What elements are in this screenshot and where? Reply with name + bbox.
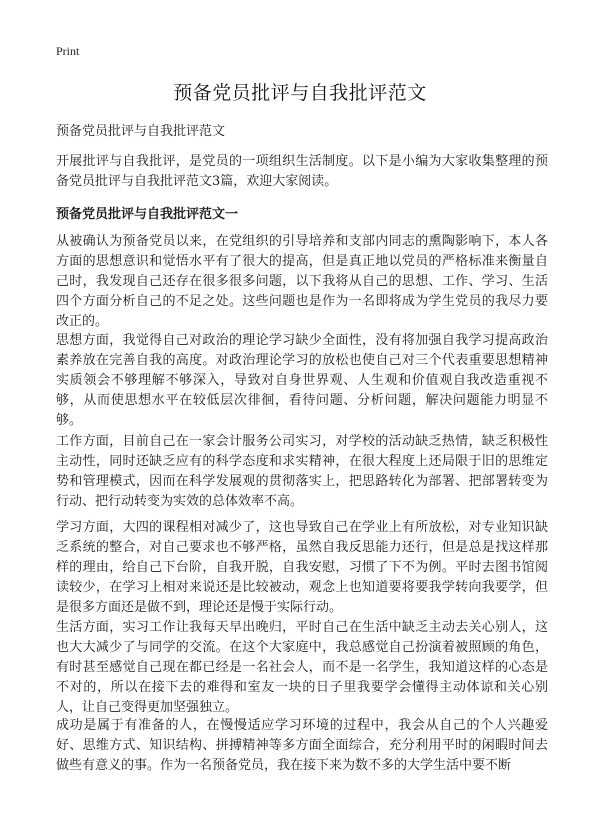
body-paragraph: 从被确认为预备党员以来，在党组织的引导培养和支部内同志的熏陶影响下，本人各方面的思想意识和觉悟水平有了很大的提高，但是真正地以党员的严格标准来衡量自己时，我发现自己还存在很多很多问题，以下我将从自己的思想、工作、学习、生活四个方面分析自己的不足之处。这些问题也是作为一名即将成为学生党员的我尽力要改正的。 xyxy=(56,234,548,329)
document-subtitle: 预备党员批评与自我批评范文 xyxy=(56,124,226,139)
body-paragraph: 生活方面，实习工作让我每天早出晚归，平时自己在生活中缺乏主动去关心别人，这也大大减少了与同学的交流。在这个大家庭中，我总感觉自己扮演着被照顾的角色，有时甚至感觉自己现在都已经是一名社会人，而不是一名学生，我知道这样的心态是不对的，所以在接下去的难得和室友一块的日子里我要学会懂得主动体谅和关心别人，让自己变得更加坚强独立。 xyxy=(56,620,548,715)
section-heading: 预备党员批评与自我批评范文一 xyxy=(56,207,239,222)
body-paragraph: 成功是属于有准备的人，在慢慢适应学习环境的过程中，我会从自己的个人兴趣爱好、思维方式、知识结构、拼搏精神等多方面全面综合，充分利用平时的闲暇时间去做些有意义的事。作为一名预备党员，我在接下来为数不多的大学生活中要不断 xyxy=(56,718,548,773)
intro-paragraph: 开展批评与自我批评，是党员的一项组织生活制度。以下是小编为大家收集整理的预备党员批评与自我批评范文3篇，欢迎大家阅读。 xyxy=(56,154,548,189)
print-link[interactable]: Print xyxy=(56,44,80,58)
body-paragraph: 学习方面，大四的课程相对减少了，这也导致自己在学业上有所放松，对专业知识缺乏系统的整合，对自己要求也不够严格，虽然自我反思能力还行，但是总是找这样那样的理由，给自己下台阶，自我开脱，自我安慰，习惯了下不为例。平时去图书馆阅读较少，在学习上相对来说还是比较被动，观念上也知道要将要我学转向我要学，但是很多方面还是做不到，理论还是慢于实际行动。 xyxy=(56,520,548,615)
page-title: 预备党员批评与自我批评范文 xyxy=(173,82,427,104)
body-paragraph: 工作方面，目前自己在一家会计服务公司实习，对学校的活动缺乏热情，缺乏积极性主动性，同时还缺乏应有的科学态度和求实精神，在很大程度上还局限于旧的思维定势和管理模式，因而在科学发展观的贯彻落实上，把思路转化为部署、把部署转变为行动、把行动转变为实效的总体效率不高。 xyxy=(56,434,548,509)
body-paragraph: 思想方面，我觉得自己对政治的理论学习缺少全面性，没有将加强自我学习提高政治素养放在完善自我的高度。对政治理论学习的放松也使自己对三个代表重要思想精神实质领会不够理解不够深入，导致对自身世界观、人生观和价值观自我改造重视不够，从而使思想水平在较低层次徘徊，看待问题、分析问题，解决问题能力明显不够。 xyxy=(56,333,548,428)
